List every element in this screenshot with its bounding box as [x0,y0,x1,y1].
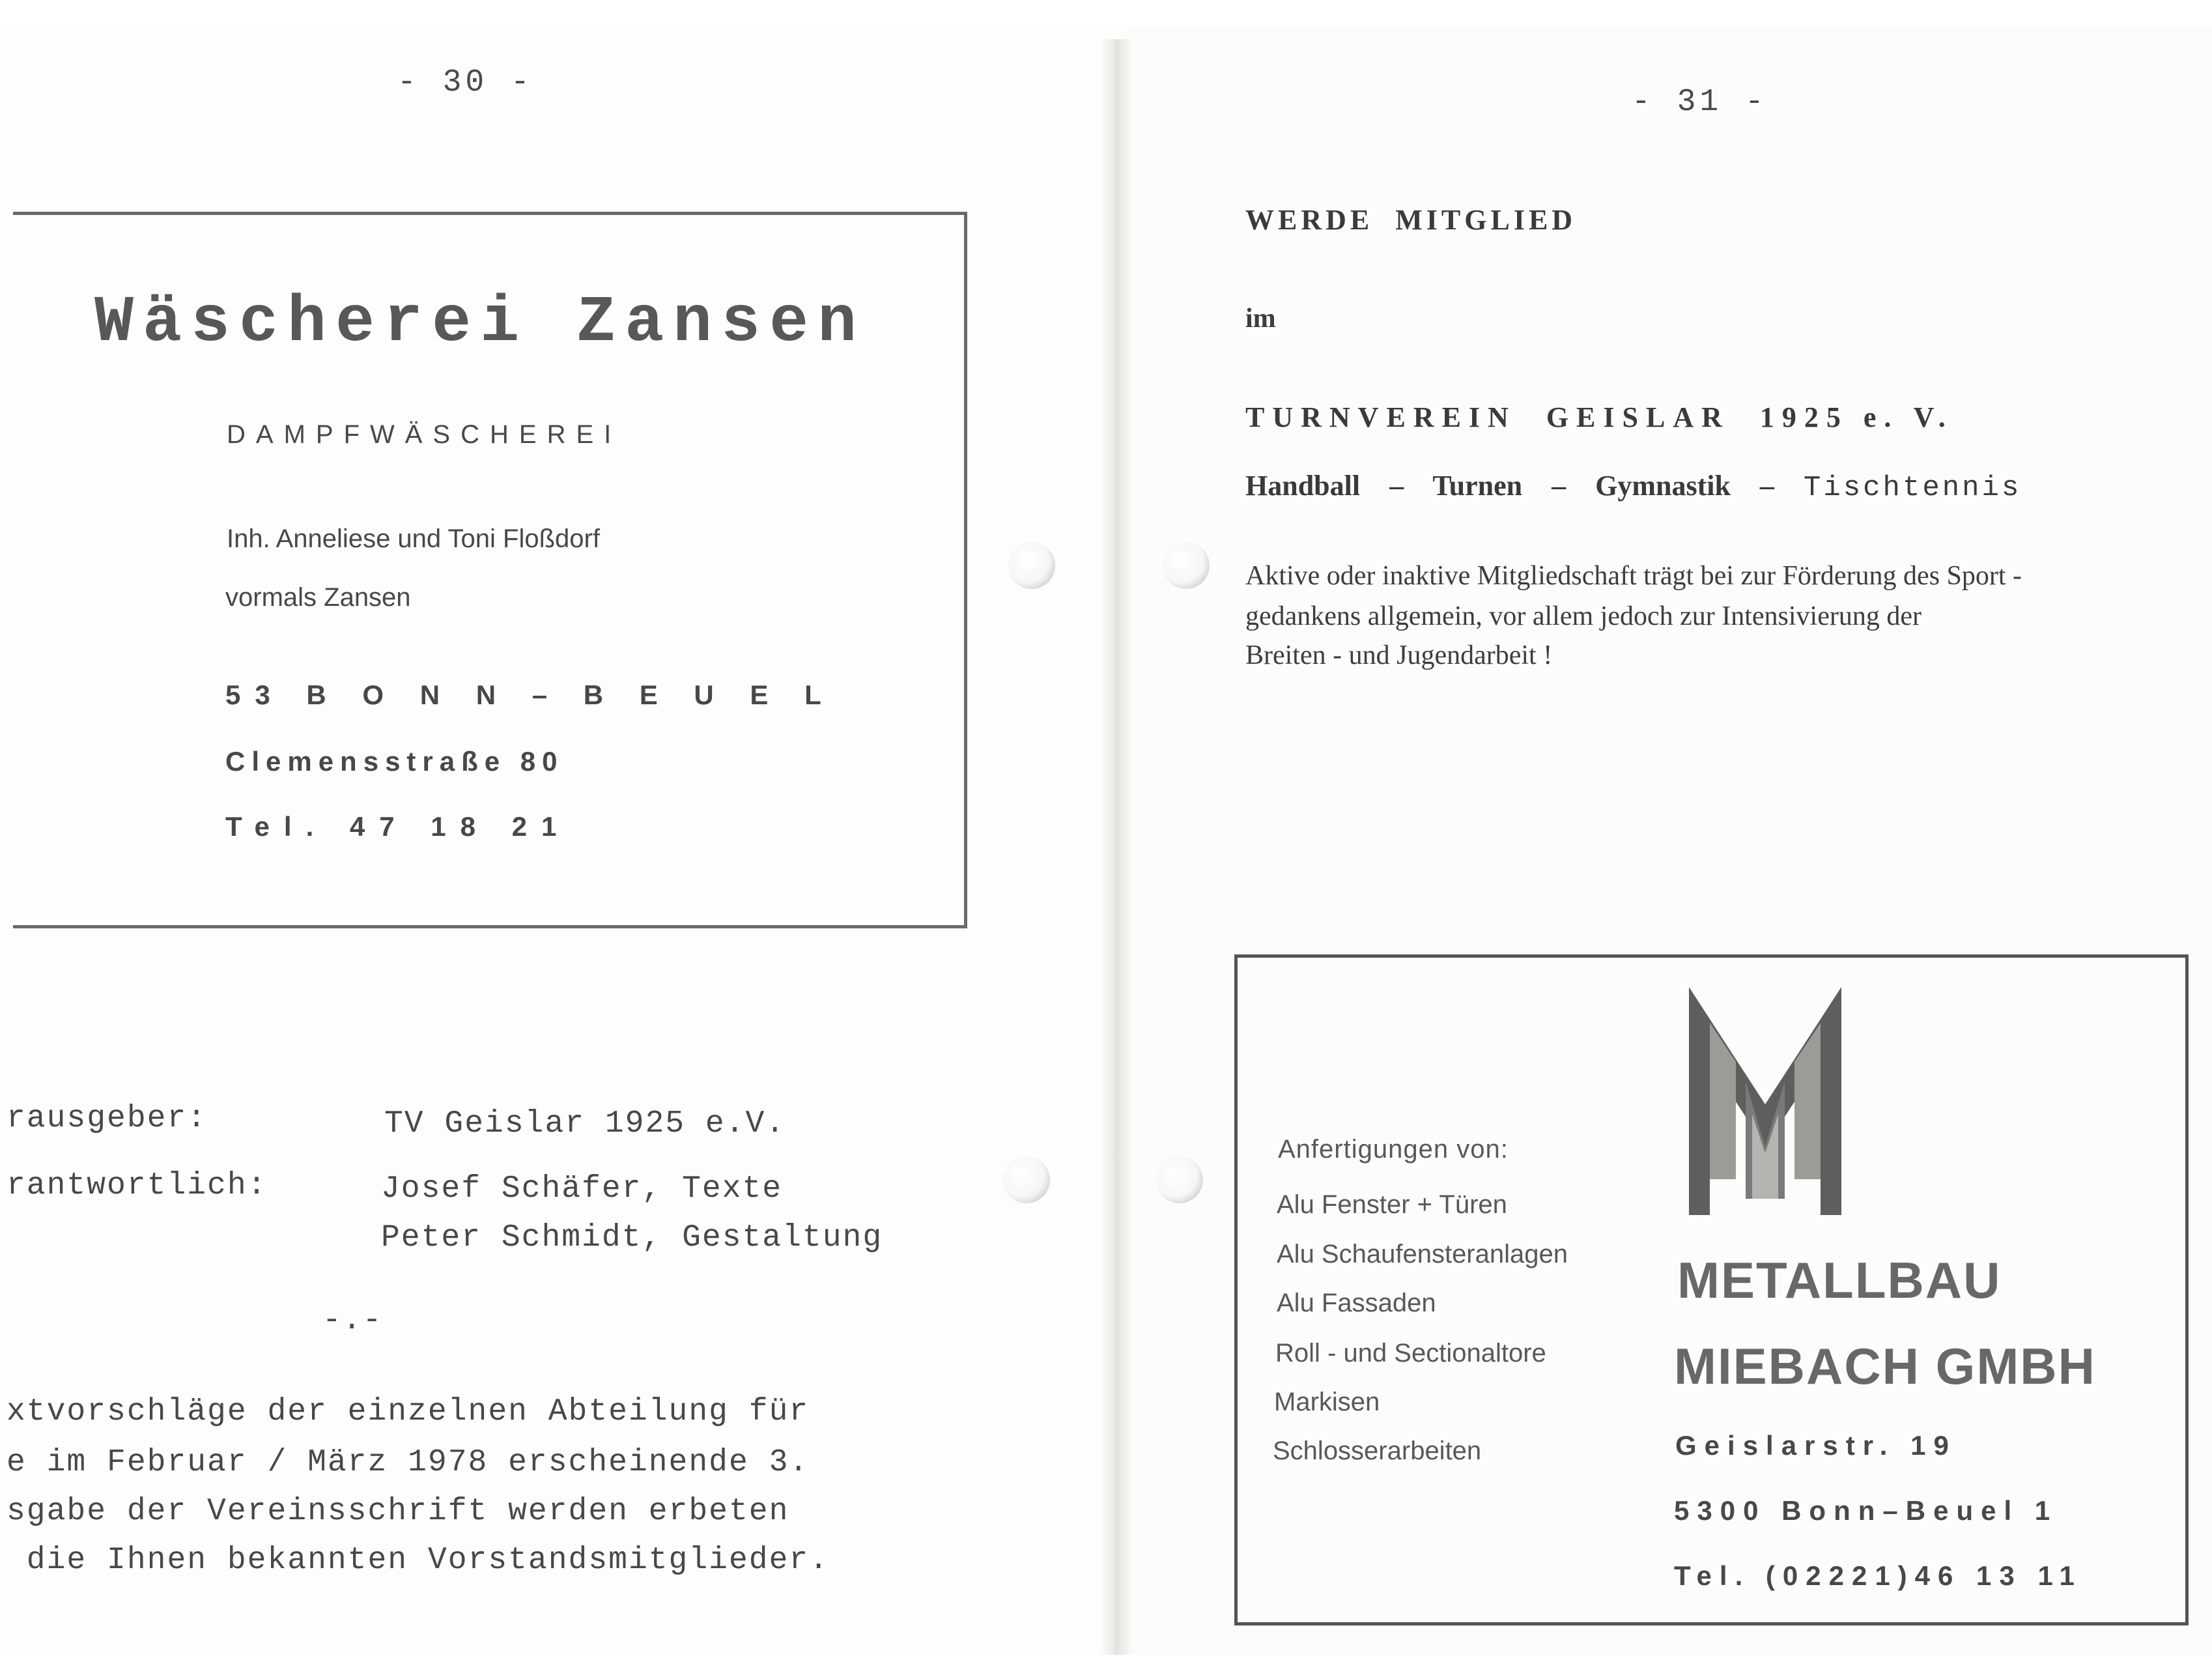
imprint-responsible-label: rantwortlich: [7,1168,268,1203]
service-item: Alu Schaufensteranlagen [1277,1240,1568,1268]
membership-text-line: gedankens allgemein, vor allem jedoch zur Intensivierung der [1245,601,1921,631]
imprint-publisher-label: rausgeber: [7,1101,208,1136]
sport-tischtennis: Tischtennis [1803,472,2022,504]
zansen-street: Clemensstraße 80 [225,746,564,777]
sports-list [1245,469,2021,504]
service-item: Roll - und Sectionaltore [1275,1339,1546,1367]
miebach-phone: Tel. (02221)46 13 11 [1674,1560,2082,1591]
join-heading: WERDE MITGLIED [1245,204,1577,236]
sport-separator: – [1759,470,1774,502]
imprint-responsible-value-1: Josef Schäfer, Texte [381,1171,783,1207]
zansen-owner: Inh. Anneliese und Toni Floßdorf [227,524,600,553]
service-item: Schlosserarbeiten [1273,1437,1482,1465]
sport-turnen: Turnen [1432,470,1523,502]
punch-hole [1003,1156,1050,1203]
page-number-left: - 30 - [397,65,533,100]
zansen-phone: Tel. 47 18 21 [225,811,571,842]
punch-hole [1156,1156,1203,1203]
imprint-notice-line: e im Februar / März 1978 erscheinende 3. [7,1445,810,1480]
center-fold [1101,39,1133,1655]
miebach-city: 5300 Bonn–Beuel 1 [1674,1495,2058,1526]
service-item: Alu Fassaden [1277,1289,1436,1317]
service-item: Markisen [1274,1388,1380,1416]
brand-line-1: METALLBAU [1677,1252,2002,1309]
sport-handball: Handball [1245,470,1361,502]
services-heading: Anfertigungen von: [1278,1135,1509,1164]
sport-gymnastik: Gymnastik [1595,470,1731,502]
zansen-city: 53 B O N N – B E U E L [225,680,836,710]
imprint-publisher-value: TV Geislar 1925 e.V. [384,1106,786,1141]
imprint-separator: -.- [322,1303,383,1338]
punch-hole [1163,542,1210,589]
zansen-formerly: vormals Zansen [225,583,411,612]
imprint-notice-line: sgabe der Vereinsschrift werden erbeten [7,1494,789,1529]
club-name: TURNVEREIN GEISLAR 1925 e. V. [1245,401,1953,433]
mm-logo-icon [1684,984,1847,1218]
miebach-street: Geislarstr. 19 [1675,1430,1957,1461]
membership-text-line: Breiten - und Jugendarbeit ! [1245,640,1553,670]
brand-line-2: MIEBACH GMBH [1674,1338,2096,1395]
imprint-notice-line: die Ihnen bekannten Vorstandsmitglieder. [7,1543,829,1578]
join-im: im [1245,304,1276,334]
imprint-responsible-value-2: Peter Schmidt, Gestaltung [381,1220,883,1255]
page-number-right: - 31 - [1632,85,1768,120]
sport-separator: – [1389,470,1404,502]
service-item: Alu Fenster + Türen [1277,1190,1507,1219]
punch-hole [1008,542,1055,589]
zansen-title: Wäscherei Zansen [94,287,866,360]
zansen-subtitle: DAMPFWÄSCHEREI [227,420,622,449]
membership-text-line: Aktive oder inaktive Mitgliedschaft trägt bei zur Förderung des Sport - [1245,561,2022,591]
imprint-notice-line: xtvorschläge der einzelnen Abteilung für [7,1394,810,1429]
sport-separator: – [1552,470,1567,502]
